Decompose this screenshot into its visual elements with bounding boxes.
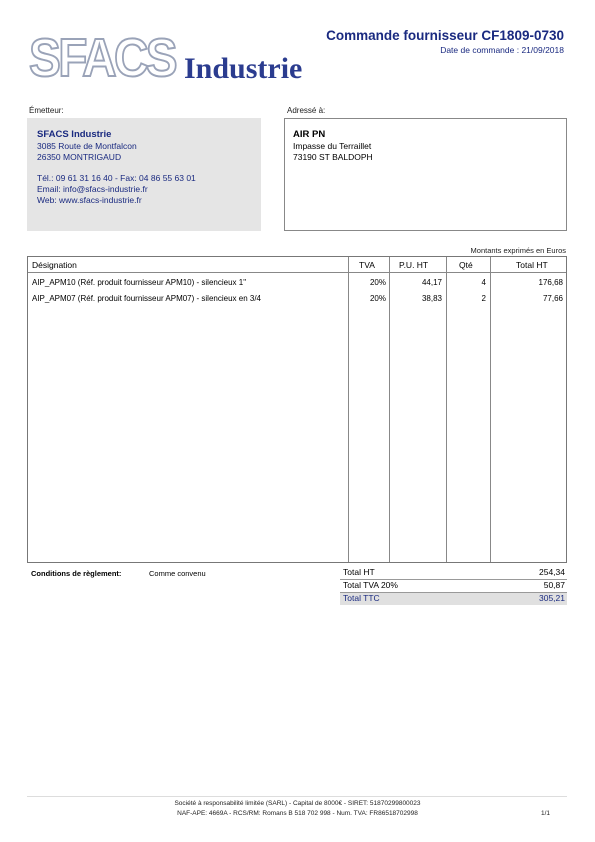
page-number: 1/1	[540, 810, 550, 817]
total-ht-label: Total HT	[343, 567, 375, 577]
items-table	[27, 256, 567, 563]
footer-divider	[27, 796, 567, 797]
col-header-pu: P.U. HT	[399, 260, 429, 270]
col-header-tva: TVA	[359, 260, 375, 270]
col-header-designation: Désignation	[32, 260, 77, 270]
recipient-name: AIR PN	[293, 129, 326, 140]
sender-address-1: 3085 Route de Montfalcon	[37, 141, 137, 151]
order-date: Date de commande : 21/09/2018	[440, 45, 564, 55]
total-tva-row	[340, 580, 567, 593]
sender-phone: Tél.: 09 61 31 16 40 - Fax: 04 86 55 63 01	[37, 173, 196, 183]
logo-industrie-text: Industrie	[184, 52, 303, 85]
total-ttc-row	[340, 593, 567, 605]
currency-note: Montants exprimés en Euros	[470, 246, 566, 255]
col-header-total: Total HT	[516, 260, 548, 270]
col-header-qty: Qté	[459, 260, 473, 270]
recipient-box	[284, 118, 567, 231]
row-pu: 44,17	[421, 278, 442, 287]
total-ttc-label: Total TTC	[343, 593, 380, 603]
footer-legal-line-2: NAF-APE: 4669A - RCS/RM: Romans B 518 702 998 - Num. TVA: FR86518702998	[177, 810, 418, 817]
sender-address-2: 26350 MONTRIGAUD	[37, 152, 122, 162]
row-tva: 20%	[369, 278, 386, 287]
footer-legal-line-1: Société à responsabilité limitée (SARL) - Capital de 8000€ - SIRET: 51870299800023	[174, 800, 421, 807]
document-title: Commande fournisseur CF1809-0730	[326, 28, 564, 43]
sender-label: Émetteur:	[29, 106, 64, 115]
total-ht-value: 254,34	[539, 567, 565, 577]
payment-conditions-label: Conditions de règlement:	[31, 569, 122, 578]
recipient-address-1: Impasse du Terraillet	[293, 141, 372, 151]
total-ttc-value: 305,21	[539, 593, 565, 603]
total-ht-row	[340, 567, 567, 580]
total-tva-label: Total TVA 20%	[343, 580, 398, 590]
sender-name: SFACS Industrie	[37, 129, 112, 140]
payment-conditions-value: Comme convenu	[149, 569, 206, 578]
row-total: 77,66	[542, 294, 563, 303]
recipient-address-2: 73190 ST BALDOPH	[293, 152, 373, 162]
row-tva: 20%	[369, 294, 386, 303]
row-pu: 38,83	[421, 294, 442, 303]
company-logo	[27, 28, 177, 88]
row-total: 176,68	[538, 278, 563, 287]
recipient-label: Adressé à:	[287, 106, 326, 115]
row-designation: AIP_APM07 (Réf. produit fournisseur APM07) - silencieux en 3/4	[32, 294, 261, 303]
sender-email: Email: info@sfacs-industrie.fr	[37, 184, 148, 194]
row-designation: AIP_APM10 (Réf. produit fournisseur APM10) - silencieux 1"	[32, 278, 247, 287]
row-qty: 2	[481, 294, 486, 303]
total-tva-value: 50,87	[543, 580, 565, 590]
row-qty: 4	[481, 278, 486, 287]
sender-box	[27, 118, 261, 231]
sender-web: Web: www.sfacs-industrie.fr	[37, 195, 142, 205]
logo-brand: SFACS	[29, 28, 176, 88]
totals-block	[340, 567, 567, 605]
